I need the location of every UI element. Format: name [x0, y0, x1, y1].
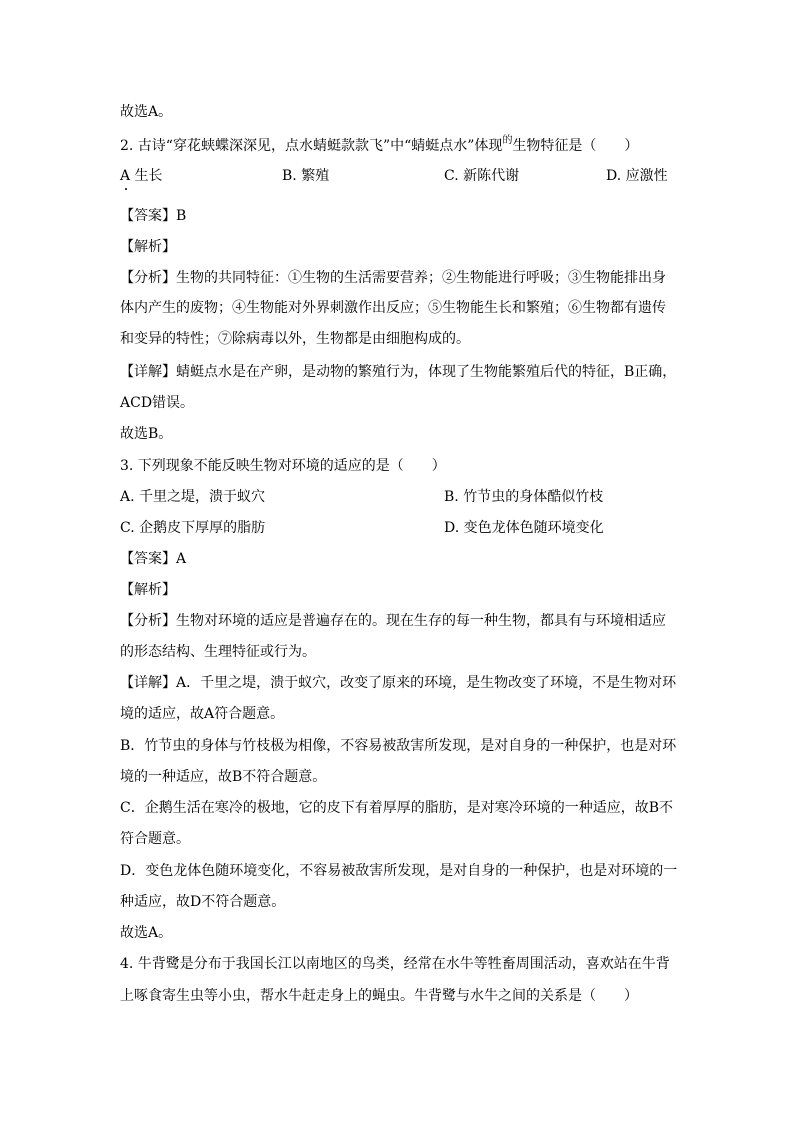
q3-xiangjie-line-8: 种适应，故D不符合题意。: [120, 894, 286, 910]
q4-stem-line-2: 上啄食寄生虫等小虫，帮水牛赶走身上的蝇虫。牛背鹭与水牛之间的关系是（ ）: [120, 988, 638, 1004]
q3-xiangjie-line-5: C．企鹅生活在寒冷的极地，它的皮下有着厚厚的脂肪，是对寒冷环境的一种适应，故B不: [120, 800, 673, 816]
q2-fenxi-line-3: 和变异的特性；⑦除病毒以外，生物都是由细胞构成的。: [120, 331, 470, 347]
q2-analysis-label: 【解析】: [120, 239, 176, 255]
q3-conclusion: 故选A。: [120, 925, 173, 941]
q3-stem: 3. 下列现象不能反映生物对环境的适应的是（ ）: [120, 458, 446, 474]
q2-stem-pre: 2. 古诗“穿花蛱蝶深深见，点水蜻蜓款款飞”中“蜻蜓点水”体现: [120, 138, 503, 154]
q3-option-b: B. 竹节虫的身体酷似竹枝: [444, 489, 604, 505]
q3-option-a: A. 千里之堤，溃于蚁穴: [120, 489, 266, 505]
q3-fenxi-line-2: 的形态结构、生理特征或行为。: [120, 644, 316, 660]
q2-answer: 【答案】B: [120, 208, 187, 224]
q2-conclusion: 故选B。: [120, 426, 173, 442]
q3-xiangjie-line-6: 符合题意。: [120, 831, 190, 847]
q3-answer: 【答案】A: [120, 551, 187, 567]
q2-fenxi-line-2: 体内产生的废物；④生物能对外界刺激作出反应；⑤生物能生长和繁殖；⑥生物都有遗传: [120, 300, 666, 316]
q3-analysis-label: 【解析】: [120, 582, 176, 598]
q4-stem-line-1: 4. 牛背鹭是分布于我国长江以南地区的鸟类，经常在水牛等牲畜周围活动，喜欢站在牛背: [120, 956, 670, 972]
q3-xiangjie-line-7: D．变色龙体色随环境变化，不容易被敌害所发现，是对自身的一种保护，也是对环境的一: [120, 863, 678, 879]
q2-option-c: C. 新陈代谢: [444, 168, 520, 184]
q2-xiangjie-line-2: ACD错误。: [120, 395, 195, 411]
q2-stem: [120, 136, 638, 158]
q2-fenxi-line-1: 【分析】生物的共同特征：①生物的生活需要营养；②生物能进行呼吸；③生物能排出身: [120, 270, 666, 286]
q2-option-d: D. 应激性: [606, 168, 668, 184]
stray-dot: [125, 188, 127, 190]
q1-conclusion: 故选A。: [120, 104, 173, 120]
q3-xiangjie-line-2: 境的适应，故A符合题意。: [120, 706, 285, 722]
q2-stem-post: 生物特征是（ ）: [512, 138, 639, 154]
q3-option-c: C. 企鹅皮下厚厚的脂肪: [120, 520, 266, 536]
q3-fenxi-line-1: 【分析】生物对环境的适应是普遍存在的。现在生存的每一种生物，都具有与环境相适应: [120, 613, 666, 629]
q2-option-b: B. 繁殖: [282, 168, 330, 184]
q2-stem-sup: 的: [502, 135, 513, 146]
q2-xiangjie-line-1: 【详解】蜻蜓点水是在产卵，是动物的繁殖行为，体现了生物能繁殖后代的特征，B正确，: [120, 364, 677, 380]
q3-option-d: D. 变色龙体色随环境变化: [444, 520, 604, 536]
q3-xiangjie-line-4: 境的一种适应，故B不符合题意。: [120, 769, 327, 785]
q3-xiangjie-line-3: B．竹节虫的身体与竹枝极为相像，不容易被敌害所发现，是对自身的一种保护，也是对环: [120, 738, 677, 754]
q3-xiangjie-line-1: 【详解】A．千里之堤，溃于蚁穴，改变了原来的环境，是生物改变了环境，不是生物对环: [120, 675, 677, 691]
q2-option-a: A 生长: [120, 168, 163, 184]
